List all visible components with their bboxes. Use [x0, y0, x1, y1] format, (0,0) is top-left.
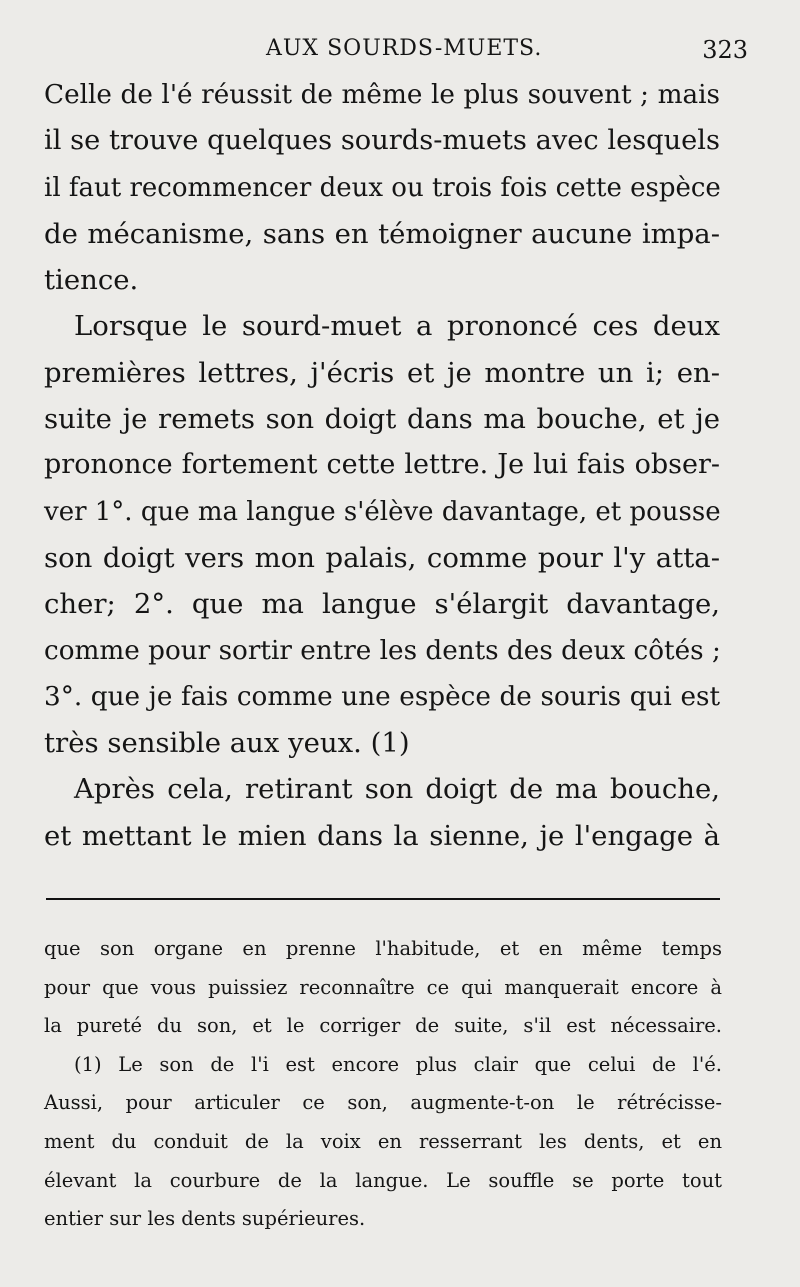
text-line: cher; 2°. que ma langue s'élargit davantage,	[44, 588, 720, 621]
text-line: son doigt vers mon palais, comme pour l'y atta-	[44, 541, 720, 574]
footnote-line: élevant la courbure de la langue. Le souffle se porte tout	[44, 1168, 722, 1192]
footnote-line: ment du conduit de la voix en resserrant les dents, et en	[44, 1129, 722, 1153]
text-line: de mécanisme, sans en témoigner aucune impa-	[44, 217, 720, 250]
text-line: tience.	[44, 264, 139, 297]
text-line: suite je remets son doigt dans ma bouche, et je	[44, 403, 720, 436]
text-line: 3°. que je fais comme une espèce de souris qui est	[44, 681, 720, 712]
footnote-line: (1) Le son de l'i est encore plus clair que celui de l'é.	[74, 1052, 722, 1076]
text-line: comme pour sortir entre les dents des deux côtés ;	[44, 635, 721, 666]
footnote-rule	[46, 898, 720, 900]
text-line: très sensible aux yeux. (1)	[44, 727, 410, 760]
text-line: Lorsque le sourd-muet a prononcé ces deux	[74, 310, 720, 343]
footnote-line: entier sur les dents supérieures.	[44, 1207, 366, 1231]
footnote-line: que son organe en prenne l'habitude, et en même temps	[44, 937, 722, 960]
text-line: ver 1°. que ma langue s'élève davantage, et pousse	[44, 496, 721, 527]
text-line: et mettant le mien dans la sienne, je l'engage à	[44, 819, 720, 852]
running-head: AUX SOURDS-MUETS.	[266, 36, 543, 61]
footnote-line: la pureté du son, et le corriger de suite, s'il est nécessaire.	[44, 1014, 722, 1038]
text-line: prononce fortement cette lettre. Je lui fais obser-	[44, 449, 720, 481]
text-line: Après cela, retirant son doigt de ma bouche,	[74, 773, 720, 806]
page-header	[46, 30, 754, 70]
main-text	[44, 72, 720, 859]
text-line: il se trouve quelques sourds-muets avec lesquels	[44, 125, 720, 157]
text-line: Celle de l'é réussit de même le plus souvent ; mais	[44, 80, 720, 110]
footnote-line: Aussi, pour articuler ce son, augmente-t-on le rétrécisse-	[44, 1091, 722, 1115]
text-line: premières lettres, j'écris et je montre un i; en-	[44, 356, 720, 389]
footnotes	[44, 930, 722, 1239]
text-line: il faut recommencer deux ou trois fois cette espèce	[44, 172, 721, 203]
page-number: 323	[702, 36, 748, 64]
footnote-line: pour que vous puissiez reconnaître ce qui manquerait encore à	[44, 975, 722, 999]
